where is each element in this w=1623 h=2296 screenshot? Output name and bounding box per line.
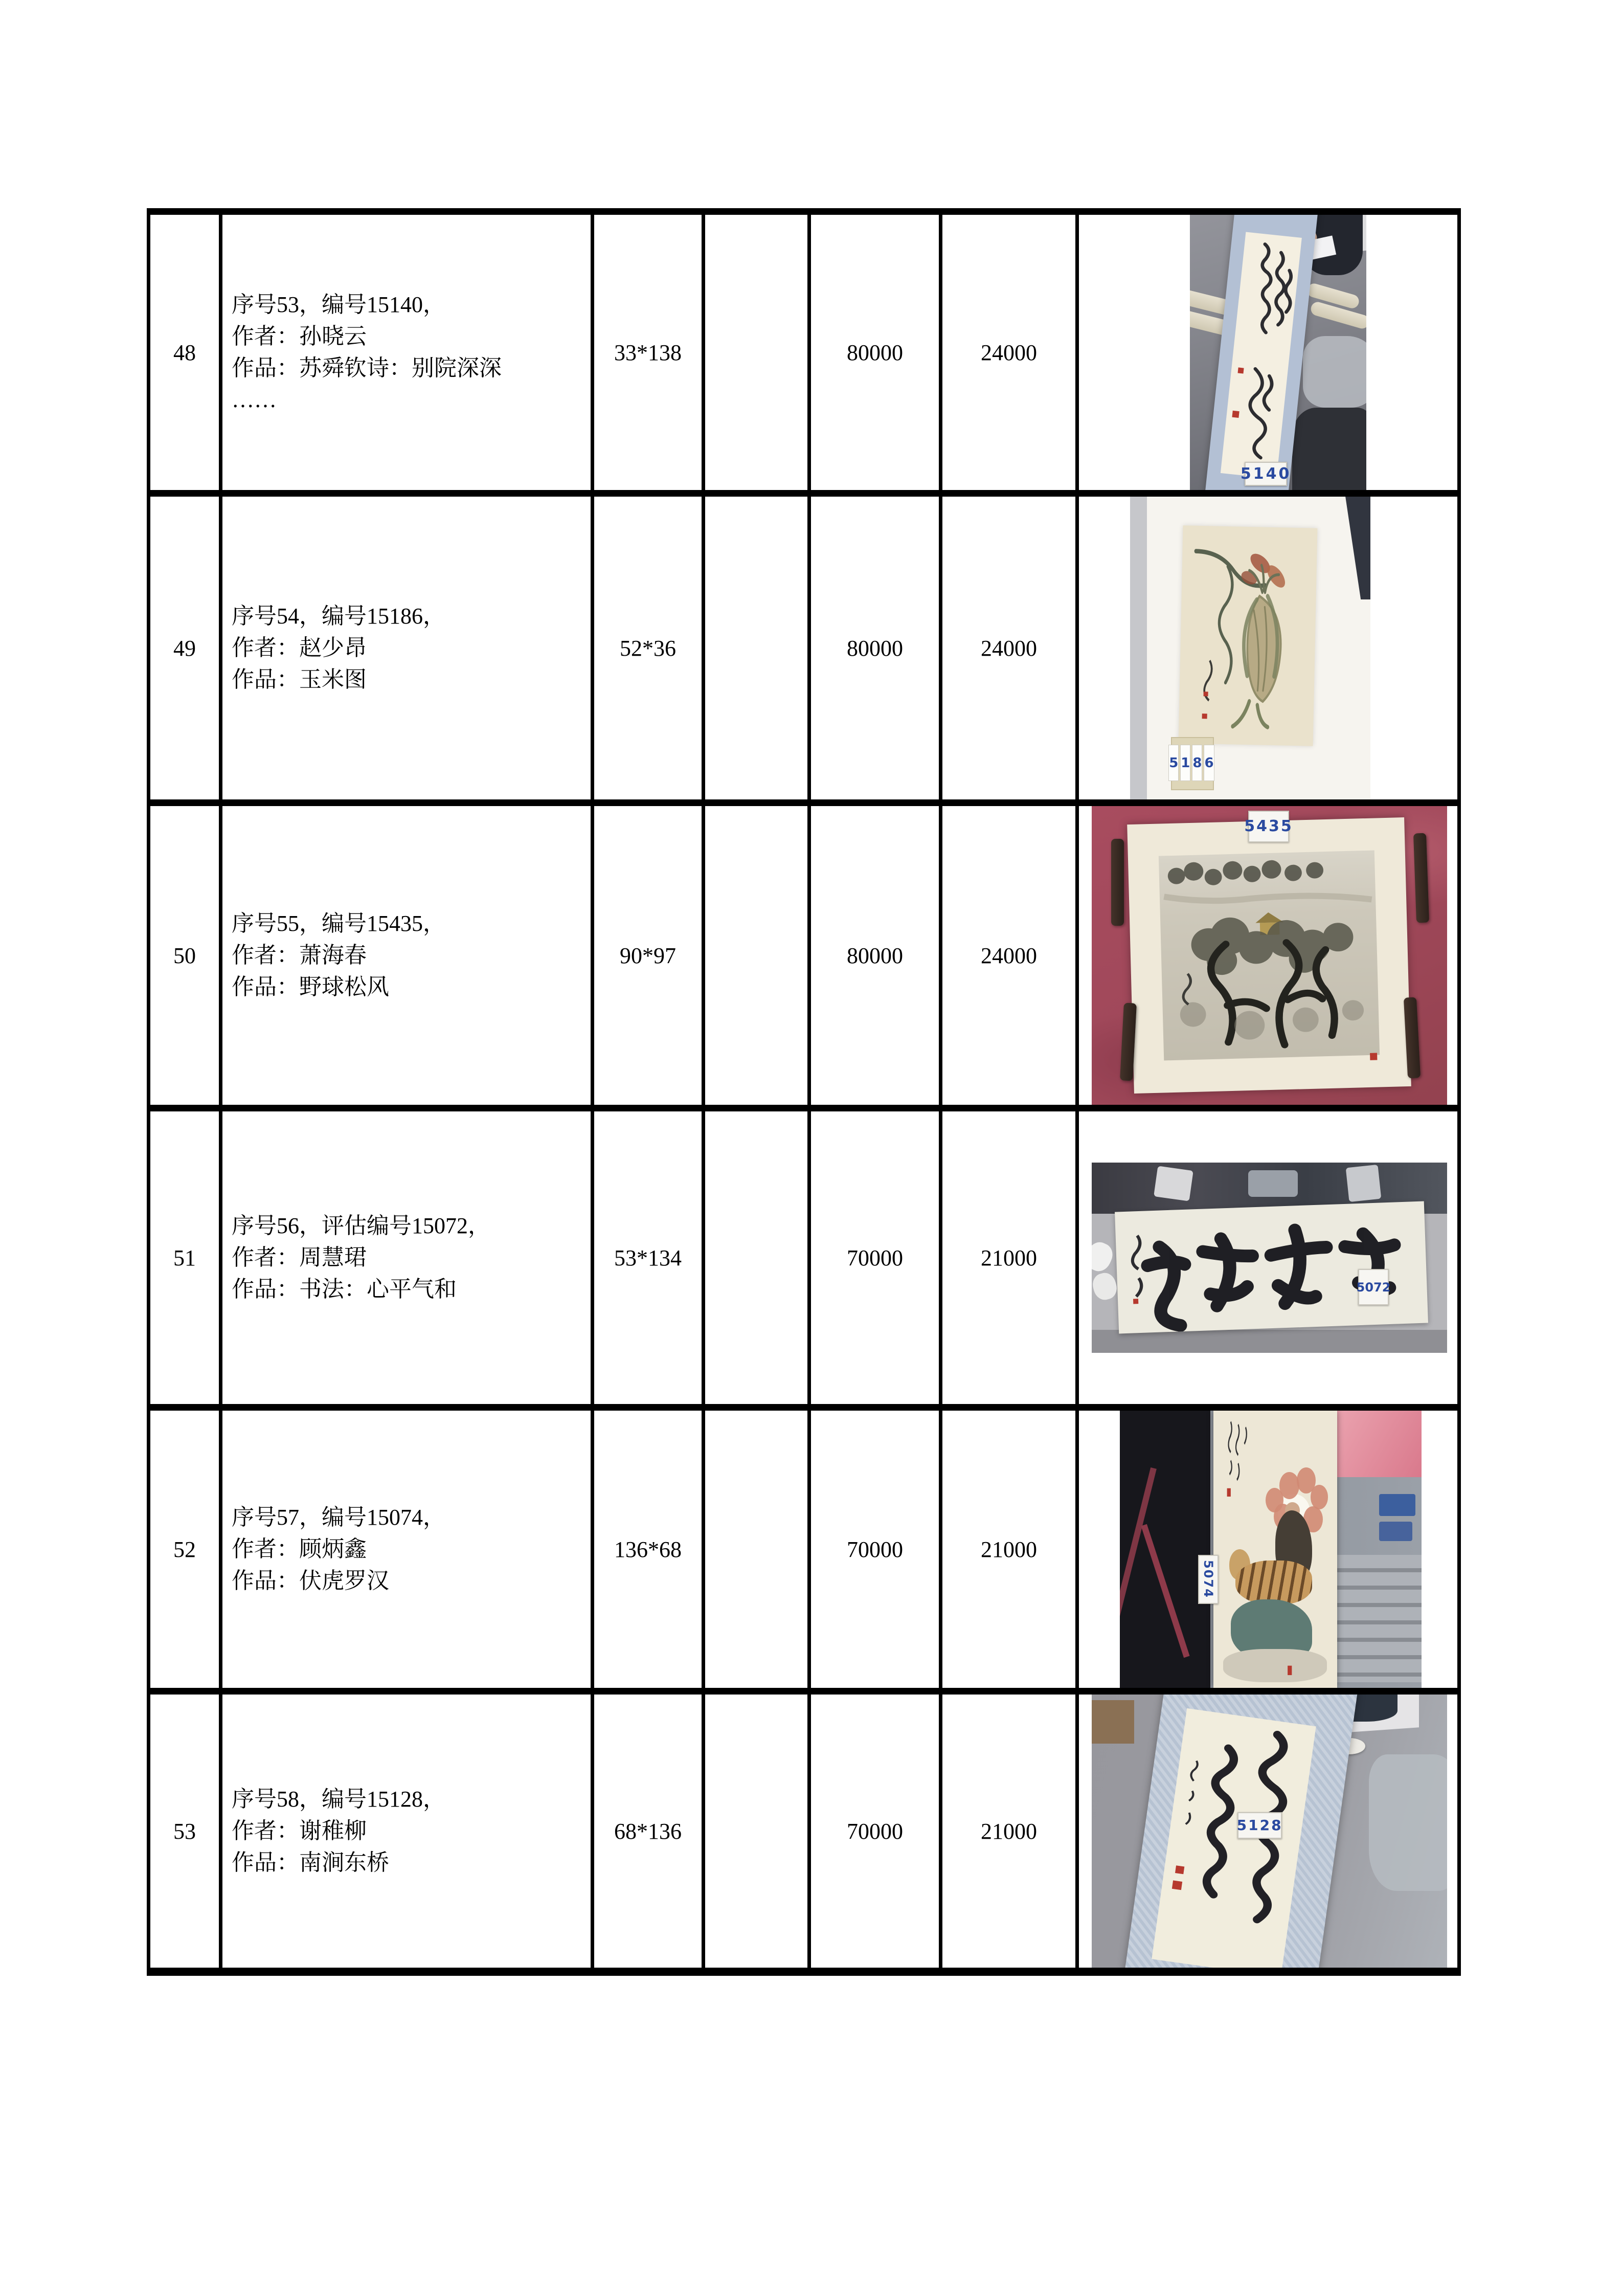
plastic-wrap (1303, 336, 1366, 408)
price-discount: 24000 (942, 806, 1079, 1105)
price-discount: 21000 (942, 1695, 1079, 1968)
table-row (150, 806, 1461, 1111)
row-index: 51 (150, 1111, 222, 1404)
shelf-shadow (1332, 497, 1370, 599)
hanging-scroll (1213, 1411, 1337, 1688)
scroll-weight-bar (1111, 839, 1124, 925)
calligraphy-strokes (1221, 232, 1302, 479)
gloved-hand (1092, 1239, 1116, 1275)
lot-number-tag: 5128 (1237, 1812, 1282, 1839)
lot-number-tag: 5435 (1248, 811, 1289, 842)
wrapped-parcels (1292, 408, 1366, 490)
price-discount: 21000 (942, 1411, 1079, 1688)
artwork-photo (1120, 1411, 1422, 1688)
calligraphy-strokes (1115, 1201, 1428, 1333)
table-row (150, 1695, 1461, 1968)
painting-paper (1178, 525, 1317, 746)
desc-line: …… (232, 387, 277, 412)
artwork-photo (1190, 215, 1366, 490)
blank-cell (705, 1411, 811, 1688)
artwork-photo (1092, 1695, 1447, 1968)
stored-item (1248, 1170, 1298, 1197)
artwork-description-cell (222, 1111, 594, 1404)
desc-line: 作者：顾炳鑫 (232, 1536, 367, 1562)
desc-line: 作品：野球松风 (232, 974, 389, 999)
artwork-photo-cell (1079, 1111, 1461, 1404)
desc-line: 序号58，编号15128， (232, 1787, 445, 1812)
lot-number-tag: 5072 (1358, 1269, 1389, 1305)
lot-number-tag: 5074 (1198, 1555, 1218, 1604)
pine-grove-strokes (1159, 851, 1380, 1060)
artwork-photo-cell (1079, 806, 1461, 1105)
shelf (1337, 1555, 1422, 1682)
artwork-description-cell (222, 806, 594, 1105)
inscription-strokes (1213, 1411, 1337, 1688)
price-full: 80000 (811, 497, 942, 799)
blue-bin (1379, 1522, 1412, 1541)
painting-paper (1128, 817, 1412, 1094)
stored-item (1346, 1165, 1381, 1202)
price-full: 70000 (811, 1695, 942, 1968)
artwork-description (222, 1502, 591, 1597)
desc-line: 作者：孙晓云 (232, 324, 367, 349)
red-seal (1202, 714, 1207, 719)
desc-line: 序号55，编号15435， (232, 911, 445, 936)
pink-cloth (1331, 1411, 1422, 1477)
lot-number-tag: 5140 (1245, 462, 1287, 486)
red-seal (1133, 1299, 1138, 1304)
artwork-description (222, 908, 591, 1003)
table-edge (1092, 1330, 1447, 1353)
desc-line: 序号54，编号15186， (232, 604, 445, 629)
pine-grove-painting (1159, 851, 1380, 1060)
row-index: 49 (150, 497, 222, 799)
wooden-box (1092, 1700, 1134, 1744)
desc-line: 序号57，编号15074， (232, 1505, 445, 1530)
artwork-description (222, 600, 591, 696)
price-discount: 21000 (942, 1111, 1079, 1404)
artwork-description (222, 1210, 591, 1305)
price-full: 80000 (811, 806, 942, 1105)
calligraphy-strokes (1152, 1708, 1316, 1968)
dimensions: 53*134 (594, 1111, 705, 1404)
scroll-weight-bar (1413, 833, 1429, 923)
row-index: 50 (150, 806, 222, 1105)
red-seal (1232, 411, 1239, 418)
calligraphy-paper (1221, 232, 1302, 479)
corn-painting (1178, 525, 1317, 746)
artwork-description-cell (222, 1695, 594, 1968)
desc-line: 作者：周慧珺 (232, 1245, 367, 1270)
artwork-description (222, 289, 591, 416)
red-strap (1141, 1524, 1189, 1658)
artwork-photo (1092, 1163, 1447, 1353)
desc-line: 作品：玉米图 (232, 667, 367, 692)
flip-card-digit: 5 (1168, 745, 1179, 781)
artwork-description (222, 1784, 591, 1879)
desc-line: 作者：萧海春 (232, 943, 367, 968)
blue-bin (1379, 1494, 1415, 1516)
price-discount: 24000 (942, 215, 1079, 490)
red-seal (1237, 368, 1244, 374)
blank-cell (705, 497, 811, 799)
calligraphy-paper (1115, 1201, 1428, 1333)
table-row (150, 497, 1461, 806)
price-discount: 24000 (942, 497, 1079, 799)
row-index: 52 (150, 1411, 222, 1688)
artwork-photo-cell (1079, 1411, 1461, 1688)
flip-card-digit: 6 (1204, 745, 1214, 781)
artwork-photo (1092, 806, 1447, 1105)
red-seal (1370, 1053, 1378, 1060)
row-index: 48 (150, 215, 222, 490)
plastic-wrap (1369, 1754, 1447, 1891)
price-full: 70000 (811, 1411, 942, 1688)
artwork-appraisal-table (147, 208, 1461, 1976)
blank-cell (705, 806, 811, 1105)
price-full: 80000 (811, 215, 942, 490)
row-index: 53 (150, 1695, 222, 1968)
table-row (150, 1411, 1461, 1695)
table-edge (1130, 497, 1147, 799)
artwork-description-cell (222, 1411, 594, 1688)
dimensions: 33*138 (594, 215, 705, 490)
red-seal (1204, 692, 1208, 696)
flip-card-digit: 1 (1180, 745, 1190, 781)
dimensions: 68*136 (594, 1695, 705, 1968)
desc-line: 作者：谢稚柳 (232, 1818, 367, 1843)
lot-number-tag (1168, 745, 1214, 781)
calligraphy-paper (1152, 1708, 1316, 1968)
artwork-photo-cell (1079, 1695, 1461, 1968)
artwork-photo-cell (1079, 497, 1461, 799)
blank-cell (705, 1695, 811, 1968)
dimensions: 136*68 (594, 1411, 705, 1688)
desc-line: 作品：伏虎罗汉 (232, 1568, 389, 1593)
artwork-photo (1130, 497, 1370, 799)
artwork-description-cell (222, 215, 594, 490)
artwork-description-cell (222, 497, 594, 799)
table-row (150, 1111, 1461, 1411)
dimensions: 52*36 (594, 497, 705, 799)
gloved-hand (1092, 1270, 1120, 1302)
stored-item (1154, 1166, 1193, 1201)
flip-card-digit: 8 (1192, 745, 1202, 781)
blank-cell (705, 1111, 811, 1404)
blank-cell (705, 215, 811, 490)
desc-line: 序号56，评估编号15072， (232, 1213, 490, 1238)
desc-line: 作品：苏舜钦诗：别院深深 (232, 355, 502, 381)
dimensions: 90*97 (594, 806, 705, 1105)
price-full: 70000 (811, 1111, 942, 1404)
desc-line: 作者：赵少昂 (232, 635, 367, 660)
desc-line: 作品：南涧东桥 (232, 1850, 389, 1875)
desc-line: 序号53，编号15140， (232, 292, 445, 317)
artwork-photo-cell (1079, 215, 1461, 490)
desc-line: 作品：书法：心平气和 (232, 1277, 457, 1302)
table-row (150, 215, 1461, 497)
